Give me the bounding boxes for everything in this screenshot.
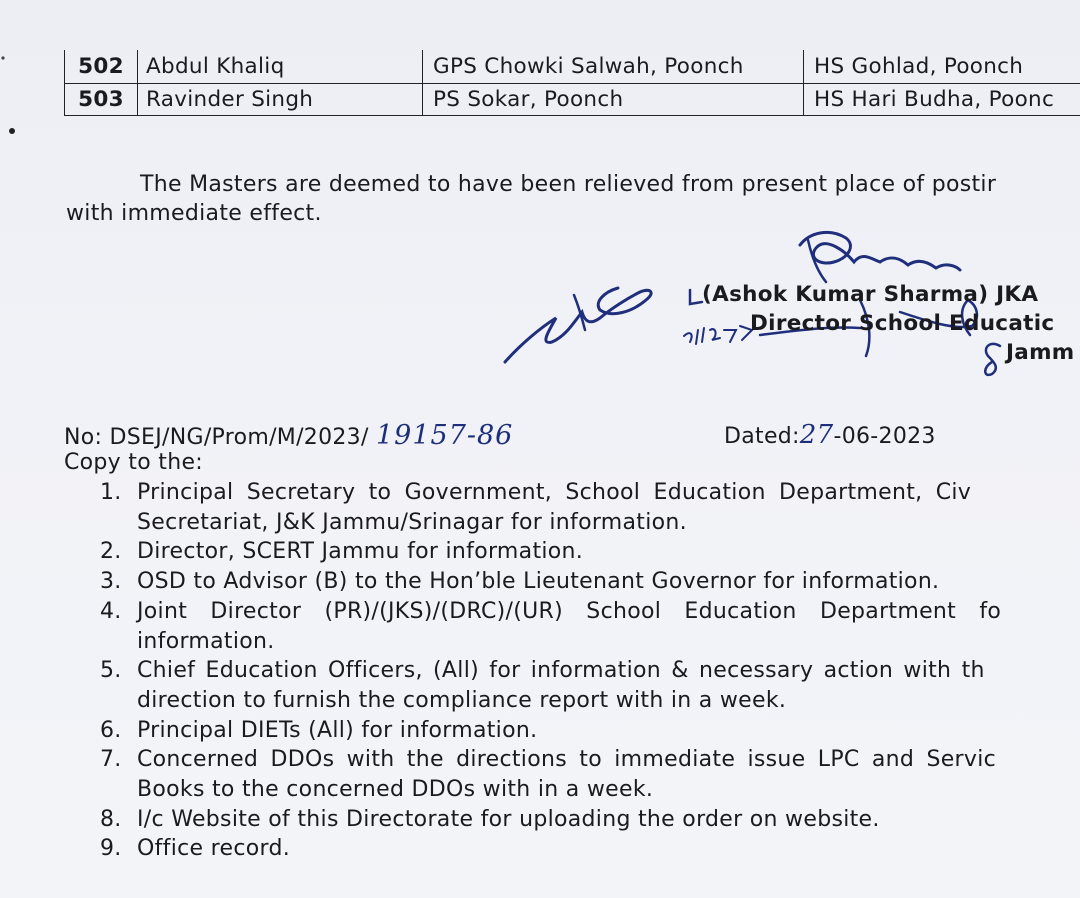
dated-label: Dated: bbox=[724, 424, 800, 449]
order-date bbox=[724, 420, 936, 450]
item-number: 6. bbox=[100, 717, 122, 743]
item-line: OSD to Advisor (B) to the Hon’ble Lieutenant Governor for information. bbox=[137, 569, 940, 595]
item-number: 7. bbox=[100, 747, 122, 773]
teacher-name: Ravinder Singh bbox=[138, 84, 423, 116]
signature-stroke bbox=[505, 288, 651, 362]
table-row bbox=[65, 84, 1080, 116]
copy-to-heading: Copy to the: bbox=[64, 450, 203, 475]
table-row bbox=[65, 50, 1080, 84]
item-line: Director, SCERT Jammu for information. bbox=[137, 539, 584, 565]
serial-number: 502 bbox=[65, 50, 138, 84]
item-line: direction to furnish the compliance report with in a week. bbox=[137, 687, 787, 713]
copy-to-list bbox=[100, 478, 1001, 864]
paragraph-line: The Masters are deemed to have been relieved from present place of postir bbox=[140, 172, 997, 197]
list-item bbox=[100, 805, 1001, 835]
margin-dot bbox=[9, 128, 15, 134]
signature-stroke bbox=[574, 295, 585, 330]
item-number: 4. bbox=[100, 598, 122, 624]
item-number: 2. bbox=[100, 539, 122, 565]
order-number-prefix: No: DSEJ/NG/Prom/M/2023/ bbox=[64, 425, 369, 450]
list-item bbox=[100, 478, 1001, 537]
serial-number: 503 bbox=[65, 84, 138, 116]
posted-from: PS Sokar, Poonch bbox=[423, 84, 804, 116]
item-number: 5. bbox=[100, 658, 122, 684]
dated-rest: -06-2023 bbox=[833, 424, 936, 449]
posted-from: GPS Chowki Salwah, Poonch bbox=[423, 50, 804, 84]
list-item bbox=[100, 537, 1001, 567]
paragraph-line: with immediate effect. bbox=[66, 201, 322, 226]
posted-to: HS Hari Budha, Poonc bbox=[804, 84, 1080, 116]
margin-dot bbox=[1, 56, 4, 59]
list-item bbox=[100, 745, 1001, 804]
item-number: 8. bbox=[100, 806, 122, 832]
item-number: 1. bbox=[100, 480, 122, 505]
item-line: Books to the concerned DDOs with in a week. bbox=[137, 777, 654, 803]
order-number-handwritten: 19157-86 bbox=[375, 420, 514, 451]
item-line: Principal DIETs (All) for information. bbox=[137, 717, 538, 743]
item-line: Office record. bbox=[137, 836, 291, 862]
item-number: 3. bbox=[100, 569, 122, 595]
signatory-title: Director School Educatic bbox=[750, 311, 1055, 336]
list-item bbox=[100, 834, 1001, 864]
teacher-name: Abdul Khaliq bbox=[138, 50, 423, 84]
signatory-name: (Ashok Kumar Sharma) JKA bbox=[702, 282, 1039, 307]
list-item bbox=[100, 656, 1001, 715]
list-item bbox=[100, 716, 1001, 746]
list-item bbox=[100, 567, 1001, 597]
item-line: Secretariat, J&K Jammu/Srinagar for information. bbox=[137, 509, 687, 535]
item-number: 9. bbox=[100, 836, 122, 862]
signatory-block bbox=[688, 280, 1075, 367]
signature-stroke bbox=[800, 232, 960, 270]
item-line: information. bbox=[137, 628, 275, 654]
item-line: Concerned DDOs with the directions to immediate issue LPC and Servic bbox=[137, 747, 997, 773]
item-line: I/c Website of this Directorate for uploading the order on website. bbox=[137, 806, 880, 832]
transfer-table bbox=[64, 50, 1080, 116]
list-item bbox=[100, 597, 1001, 656]
signatory-place: Jamm bbox=[1006, 340, 1075, 365]
item-line: Joint Director (PR)/(JKS)/(DRC)/(UR) School Education Department fo bbox=[137, 598, 1002, 624]
order-number bbox=[64, 420, 513, 451]
relieving-paragraph bbox=[66, 170, 1080, 228]
dated-day-handwritten: 27 bbox=[799, 420, 834, 450]
posted-to: HS Gohlad, Poonch bbox=[804, 50, 1080, 84]
item-line: Principal Secretary to Government, School Education Department, Civ bbox=[137, 480, 972, 505]
signature-stroke bbox=[808, 240, 826, 282]
item-line: Chief Education Officers, (All) for information & necessary action with th bbox=[137, 658, 985, 684]
